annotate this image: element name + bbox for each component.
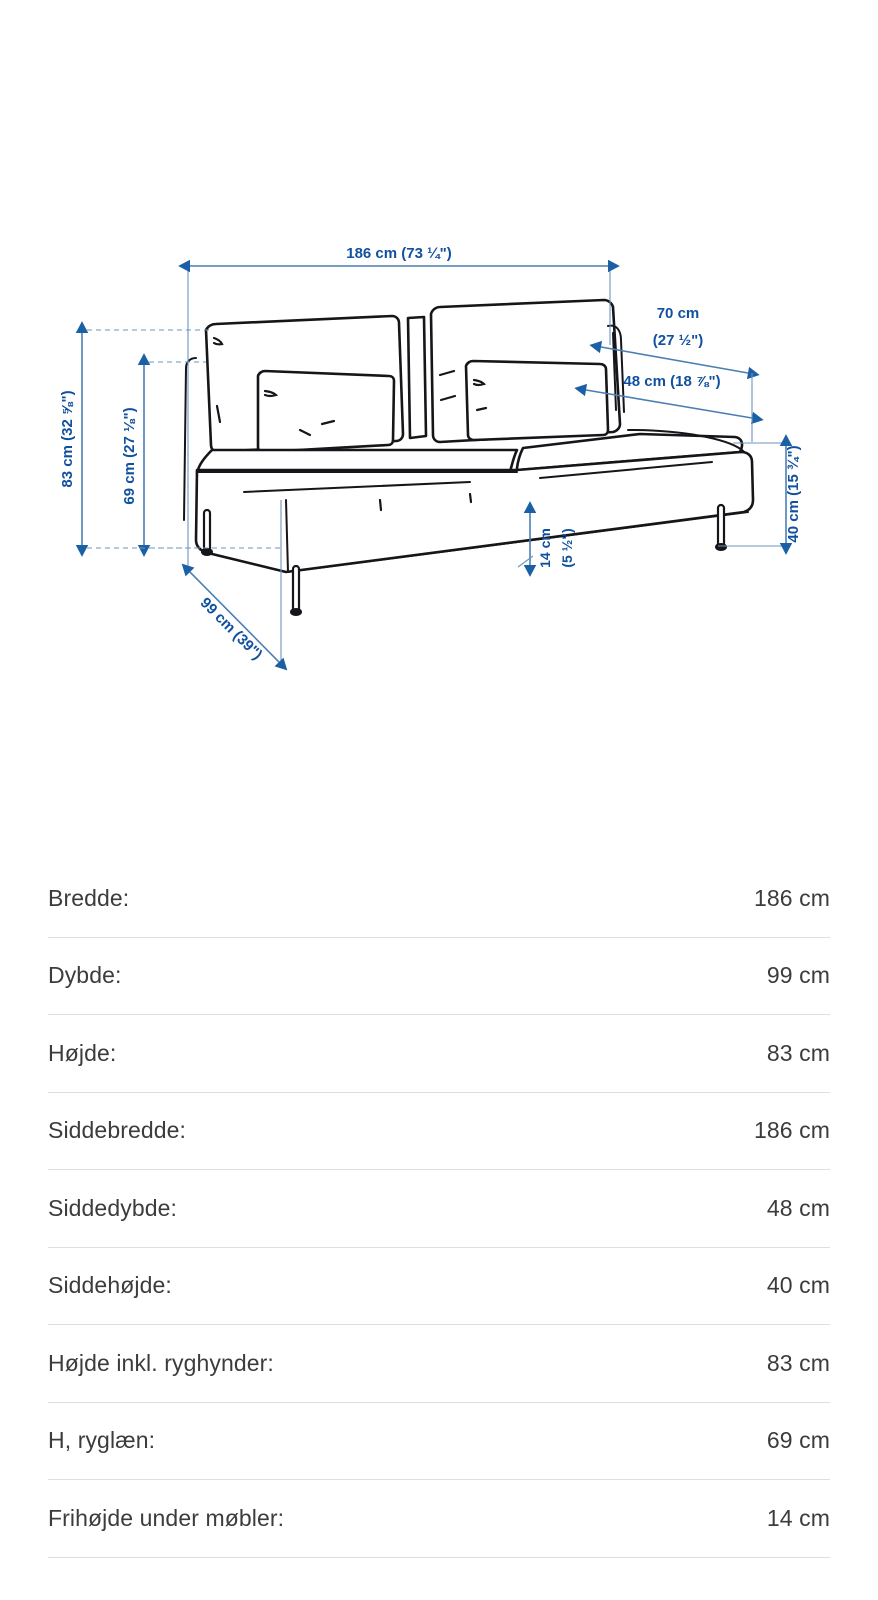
dim-label-depth: 99 cm (39") (196, 594, 266, 664)
specifications-table (0, 860, 878, 1558)
spec-label: Frihøjde under møbler: (48, 1504, 285, 1531)
dim-label-clearance-2: (5 ½") (559, 528, 575, 568)
spec-label: Siddehøjde: (48, 1272, 172, 1299)
spec-value: 83 cm (766, 1349, 830, 1376)
dim-label-back-depth-1: 70 cm (656, 305, 700, 322)
leg-front-left (204, 510, 210, 552)
dim-label-seat-depth: 48 cm (18 ⅞") (623, 373, 721, 390)
left-arm-edge (184, 358, 196, 520)
dimline-99 (190, 572, 279, 662)
leg-foot (201, 548, 213, 556)
leg-foot (290, 608, 302, 616)
table-row (48, 938, 830, 1016)
seat-tick (380, 500, 381, 510)
table-row (48, 1093, 830, 1171)
front-cushion-right (466, 361, 608, 440)
spec-value: 99 cm (766, 962, 830, 989)
dim-label-seat-height: 40 cm (15 ¾") (785, 445, 802, 543)
table-row (48, 1403, 830, 1481)
table-row (48, 1015, 830, 1093)
leg-foot (715, 543, 727, 551)
dim-label-height: 83 cm (32 ⅝") (59, 390, 76, 488)
table-row (48, 1480, 830, 1558)
dim-label-back-depth-2: (27 ½") (652, 332, 704, 349)
spec-label: H, ryglæn: (48, 1427, 156, 1454)
back-cushion-divider (408, 317, 426, 438)
front-cushion-left (258, 371, 394, 452)
spec-value: 69 cm (766, 1427, 830, 1454)
spec-label: Højde: (48, 1039, 117, 1066)
spec-value: 186 cm (753, 884, 830, 911)
dim-label-back-height: 69 cm (27 ⅛") (121, 407, 138, 505)
table-row (48, 1248, 830, 1326)
sofa-base (196, 452, 753, 572)
spec-label: Bredde: (48, 884, 130, 911)
spec-label: Siddebredde: (48, 1117, 187, 1144)
table-row (48, 1170, 830, 1248)
spec-value: 186 cm (753, 1117, 830, 1144)
spec-value: 40 cm (766, 1272, 830, 1299)
spec-label: Højde inkl. ryghynder: (48, 1349, 274, 1376)
dim-label-clearance-1: 14 cm (537, 528, 553, 568)
spec-value: 83 cm (766, 1039, 830, 1066)
spec-label: Dybde: (48, 962, 122, 989)
leg-front-centre (293, 566, 299, 612)
table-row (48, 1325, 830, 1403)
spec-value: 48 cm (766, 1194, 830, 1221)
leg-right (718, 505, 724, 547)
spec-label: Siddedybde: (48, 1194, 177, 1221)
seat-tick (470, 494, 471, 502)
dim-label-width: 186 cm (73 ¼") (346, 245, 452, 262)
table-row (48, 860, 830, 938)
spec-value: 14 cm (766, 1504, 830, 1531)
